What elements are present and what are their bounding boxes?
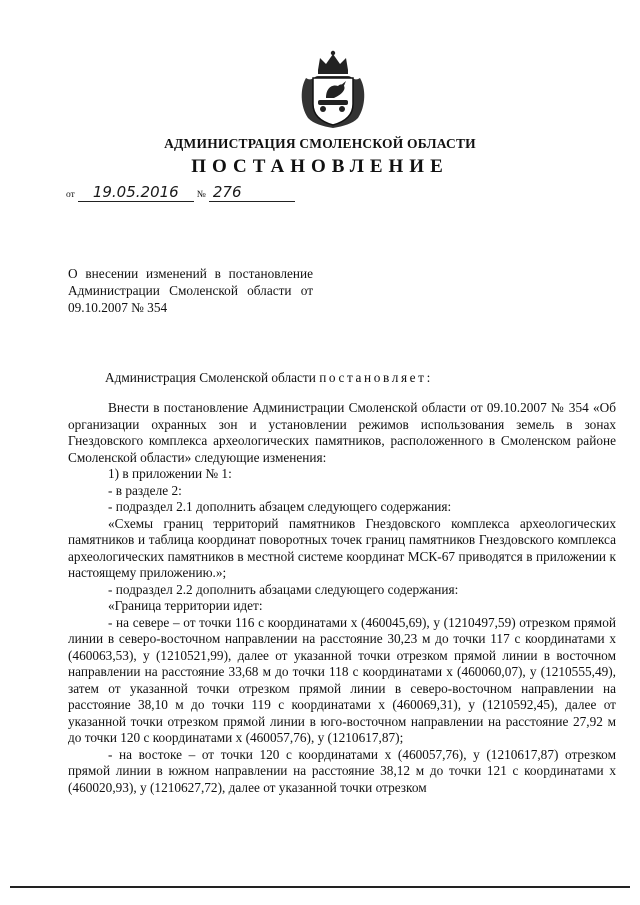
body-paragraph: - на севере – от точки 116 с координатами x (460045,69), y (1210497,59) отрезком прямой линии в северо-восточном направлении на расстояние 30,23 м до точки 117 с координатами x (460063,53), y (1210521,99), далее от указанной точки отрезком прямой линии в восточном направлении на расстояние 33,68 м до точки 118 с координатами x (460060,07), y (1210555,49), затем от указанной точки отрезком прямой линии в северо-восточном направлении на расстояние 38,10 м до точки 119 с координатами x (460069,31), y (1210592,45), далее от указанной точки отрезком прямой линии в юго-восточном направлении на расстояние 27,92 м до точки 120 с координатами x (460057,76), y (1210617,87); [68, 614, 616, 745]
body-paragraph: - подраздел 2.2 дополнить абзацами следующего содержания: [108, 581, 459, 597]
preamble-text: Администрация Смоленской области [105, 370, 320, 385]
document-subject: О внесении изменений в постановление Администрации Смоленской области от 09.10.2007 № 354 [68, 266, 313, 315]
body-paragraph: «Граница территории идет: [108, 598, 263, 613]
date-label: от [66, 190, 75, 200]
body-paragraph: 1) в приложении № 1: [108, 466, 232, 481]
organization-name: АДМИНИСТРАЦИЯ СМОЛЕНСКОЙ ОБЛАСТИ [164, 136, 476, 151]
bottom-rule [10, 886, 630, 888]
body-paragraph: - на востоке – от точки 120 с координатами x (460057,76), y (1210617,87) отрезком прямой линии в южном направлении на расстояние 38,12 м до точки 121 с координатами x (460020,93), y (1210627,72), далее от указанной точки отрезком [68, 746, 616, 795]
preamble-decree-word: постановляет: [319, 370, 433, 385]
body-paragraph: «Схемы границ территорий памятников Гнездовского комплекса археологических памятников и таблица координат поворотных точек границ памятников Гнездовского комплекса археологических памятников в местной системе координат МСК-67 приводятся в приложении к настоящему приложению.»; [68, 515, 616, 580]
number-label: № [196, 190, 206, 200]
coat-of-arms-icon [296, 48, 370, 130]
document-type-title: ПОСТАНОВЛЕНИЕ [191, 156, 449, 177]
body-paragraph: - в разделе 2: [108, 482, 182, 498]
document-number: 276 [209, 183, 295, 202]
body-paragraph: Внести в постановление Администрации Смоленской области от 09.10.2007 № 354 «Об организации охранных зон и установлении режимов использования земель в зонах Гнездовского комплекса археологических памятников, расположенного в Смоленском районе Смоленской области» следующие изменения: [68, 400, 616, 465]
preamble [105, 370, 433, 386]
date-number-line [66, 183, 295, 202]
body-paragraph: - подраздел 2.1 дополнить абзацем следующего содержания: [108, 499, 452, 514]
document-body [68, 400, 616, 796]
document-date: 19.05.2016 [78, 183, 194, 202]
